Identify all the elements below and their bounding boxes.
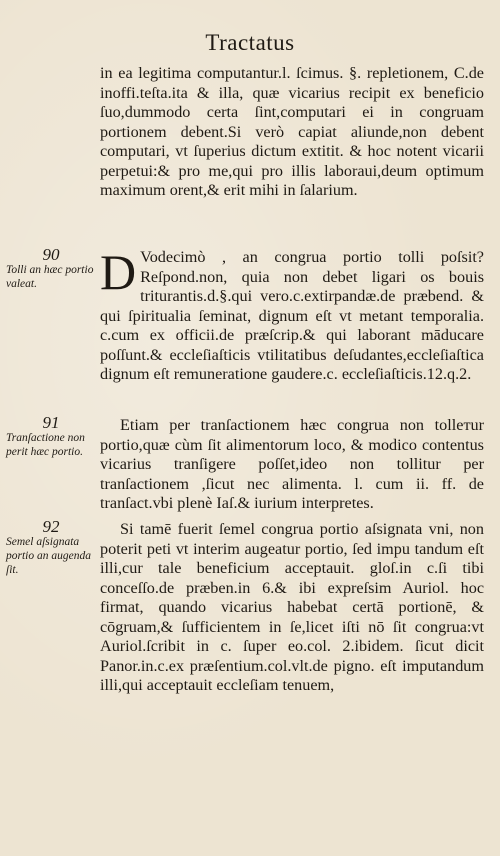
paragraph-91 — [100, 416, 484, 514]
paragraph-90-text: Vodecimò , an congrua portio tolli poſsit? Reſpond.non, quia non debet ligari os bouis triturantis.d.§.qui vero.c.extirpandæ.de præbend. & qui ſpiritualia ſeminat, dignum eſt vt metant temporalia. c.cum ex officii.de præſcrip.& qui laborant māducare poſſunt.& eccleſiaſticis vtilitatibus deſudantes,eccleſiaſtica dignum eſt remuneratione gaudere.c. eccleſiaſticis.12.q.2. — [100, 248, 484, 383]
margin-note-91 — [6, 413, 96, 459]
section-number-92: 92 — [42, 517, 60, 536]
paragraph-92 — [100, 520, 484, 696]
paragraph-90 — [100, 244, 484, 385]
margin-note-92-text: Semel aſsignata portio an augenda ſit. — [6, 536, 91, 576]
paragraph-top-text: in ea legitima computantur.l. ſcimus. §. repletionem, C.de inoffi.teſta.ita & illa, quæ vicarius recipit ex beneficio ſuo,dummodo certa ſint,computari ei in congruam portionem debent.Si verò capiat aliunde,non debent computari, vt ſuperius dictum extitit. & hoc notent vicarii perpetui:& pro me,qui pro illis laboraui,deum optimum maximum orent,& erit mihi in ſalarium. — [100, 64, 484, 199]
margin-note-91-text: Tranſactione non perit hæc portio. — [6, 432, 85, 458]
section-number-90: 90 — [42, 245, 60, 264]
margin-note-90-text: Tolli an hæc portio valeat. — [6, 264, 94, 290]
drop-capital: D — [100, 244, 137, 300]
paragraph-top — [100, 64, 484, 201]
margin-note-90 — [6, 245, 96, 291]
margin-note-92 — [6, 517, 96, 577]
running-title: Tractatus — [205, 30, 295, 55]
paragraph-92-text: Si tamē fuerit ſemel congrua portio aſsignata vni, non poterit peti vt interim augeatur portio, ſed impu tandum eſt illi,cur tale beneficium acceptauit. gloſ.in c.ſi tibi conceſſo.de præben.in 6.& ibi expreſsim Auriol. hoc firmat, quando vicarius habebat certā portionē, & cōgruam,& ſufficientem in ſe,licet iſti nō ſit congrua:vt Auriol.ſcribit in c. ſuper eo.col. 2.ibidem. ſicut dicit Panor.in.c.ex præſentium.col.vlt.de pigno. eſt imputandum illi,qui acceptauit eccleſiam tenuem, — [100, 520, 484, 694]
section-number-91: 91 — [42, 413, 60, 432]
paragraph-91-text: Etiam per tranſactionem hæc congrua non tollетur portio,quæ cùm ſit alimentorum loco, & modico contentus vicarius tranſigere poſſet,ideo non tollitur per tranſactionem ,ſicut nec alimenta. l. cum ii. ff. de tranſact.vbi plenè Iaſ.& iurium interpretes. — [100, 416, 484, 512]
